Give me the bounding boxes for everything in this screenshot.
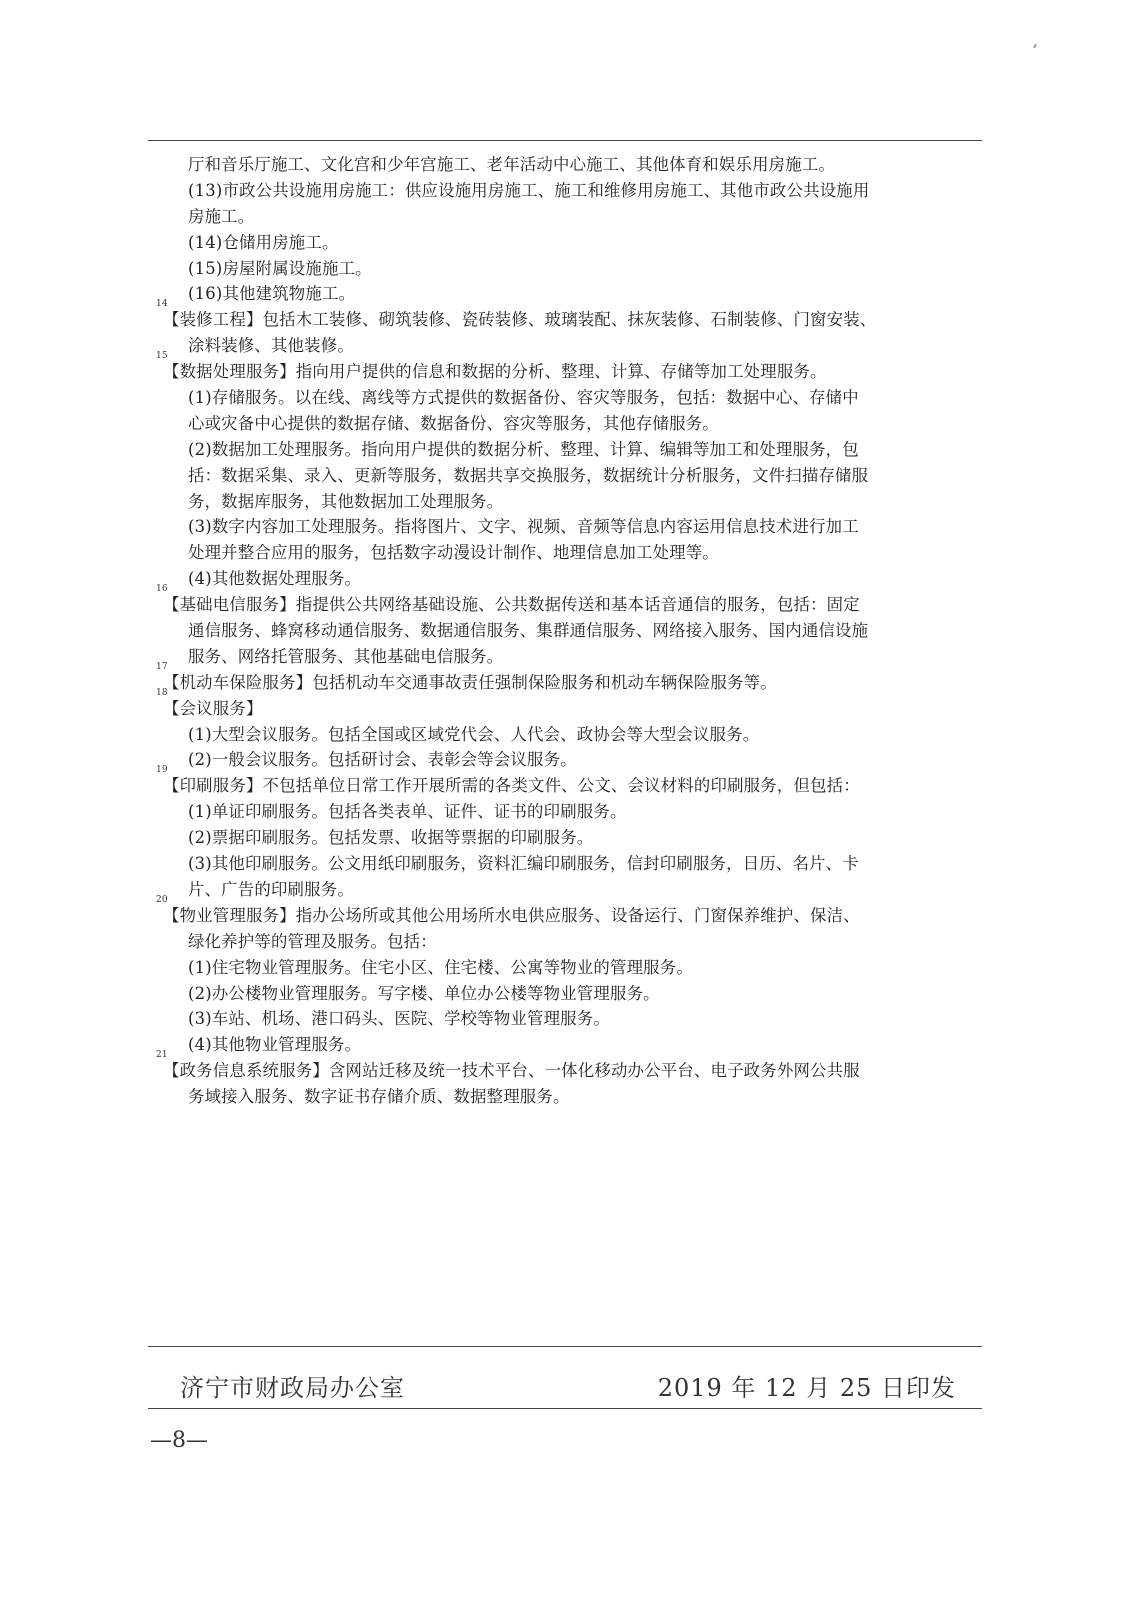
text-line <box>148 1032 982 1061</box>
line-text: (2)票据印刷服务。包括发票、收据等票据的印刷服务。 <box>188 828 594 848</box>
line-text: (2)办公楼物业管理服务。写字楼、单位办公楼等物业管理服务。 <box>188 983 660 1003</box>
footnote-entry-line <box>148 661 982 696</box>
text-line <box>148 411 982 437</box>
footnote-marker: 17 <box>156 661 168 672</box>
text-line <box>148 929 982 955</box>
footnote-marker: 18 <box>156 687 168 698</box>
text-line <box>148 722 982 748</box>
line-text: 【机动车保险服务】包括机动车交通事故责任强制保险服务和机动车辆保险服务等。 <box>163 672 777 692</box>
issuing-office: 济宁市财政局办公室 <box>180 1374 405 1402</box>
text-line <box>148 851 982 877</box>
line-text: 【政务信息系统服务】含网站迁移及统一技术平台、一体化移动办公平台、电子政务外网公共服 <box>163 1061 860 1081</box>
issue-date: 2019 年 12 月 25 日印发 <box>657 1374 956 1402</box>
text-line <box>148 514 982 540</box>
line-text: 绿化养护等的管理及服务。包括： <box>188 931 437 951</box>
text-line <box>148 152 982 178</box>
line-text: 括：数据采集、录入、更新等服务，数据共享交换服务，数据统计分析服务，文件扫描存储服 <box>188 465 869 485</box>
scan-speck <box>1033 44 1037 48</box>
line-text: (1)住宅物业管理服务。住宅小区、住宅楼、公寓等物业的管理服务。 <box>188 957 693 977</box>
text-line <box>148 333 982 362</box>
line-text: 【物业管理服务】指办公场所或其他公用场所水电供应服务、设备运行、门窗保养维护、保洁、 <box>163 905 860 925</box>
text-line <box>148 1006 982 1032</box>
text-line <box>148 644 982 670</box>
line-text: 处理并整合应用的服务，包括数字动漫设计制作、地理信息加工处理等。 <box>188 543 719 563</box>
footnote-entry-line <box>148 351 982 385</box>
line-text: 厅和音乐厅施工、文化宫和少年宫施工、老年活动中心施工、其他体育和娱乐用房施工。 <box>188 155 836 174</box>
line-text: (4)其他数据处理服务。 <box>188 569 362 589</box>
text-line <box>148 877 982 903</box>
footnote-marker: 19 <box>156 765 168 776</box>
footnote-marker: 20 <box>156 894 168 905</box>
footnote-marker: 14 <box>156 299 168 310</box>
footer-rule-top <box>148 1346 982 1347</box>
text-line <box>148 463 982 489</box>
line-text: 房施工。 <box>188 206 255 226</box>
line-text: (3)数字内容加工处理服务。指将图片、文字、视频、音频等信息内容运用信息技术进行加工 <box>188 517 859 537</box>
line-text: (3)车站、机场、港口码头、医院、学校等物业管理服务。 <box>188 1009 610 1029</box>
line-text: (1)存储服务。以在线、离线等方式提供的数据备份、容灾等服务，包括：数据中心、存储中 <box>188 388 859 408</box>
line-text: 务域接入服务、数字证书存储介质、数据整理服务。 <box>188 1087 570 1107</box>
line-text: (13)市政公共设施用房施工：供应设施用房施工、施工和维修用房施工、其他市政公共设施用 <box>188 180 870 200</box>
line-text: 【装修工程】包括木工装修、砌筑装修、瓷砖装修、玻璃装配、抹灰装修、石制装修、门窗安装、 <box>163 310 877 330</box>
line-text: 【数据处理服务】指向用户提供的信息和数据的分析、整理、计算、存储等加工处理服务。 <box>163 362 827 382</box>
text-line <box>148 799 982 825</box>
line-text: 【会议服务】 <box>163 698 263 718</box>
text-line <box>148 178 982 204</box>
footnote-entry-line <box>148 1050 982 1084</box>
line-text: 片、广告的印刷服务。 <box>188 879 354 899</box>
line-text: 【基础电信服务】指提供公共网络基础设施、公共数据传送和基本话音通信的服务，包括：固定 <box>163 595 860 615</box>
line-text: (2)数据加工处理服务。指向用户提供的数据分析、整理、计算、编辑等加工和处理服务，包 <box>188 439 859 459</box>
line-text: 心或灾备中心提供的数据存储、数据备份、容灾等服务，其他存储服务。 <box>188 413 719 433</box>
text-line <box>148 204 982 230</box>
text-line <box>148 281 982 310</box>
text-line <box>148 256 982 282</box>
text-line <box>148 437 982 463</box>
line-text: (16)其他建筑物施工。 <box>188 284 356 304</box>
footnote-entry-line <box>148 765 982 799</box>
text-line <box>148 385 982 411</box>
line-text: 通信服务、蜂窝移动通信服务、数据通信服务、集群通信服务、网络接入服务、国内通信设施 <box>188 621 869 641</box>
text-line <box>148 981 982 1007</box>
line-text: (14)仓储用房施工。 <box>188 232 339 252</box>
text-line <box>148 1084 982 1110</box>
text-line <box>148 618 982 644</box>
text-line <box>148 540 982 566</box>
line-text: 涂料装修、其他装修。 <box>188 336 354 356</box>
text-line <box>148 566 982 595</box>
text-line <box>148 747 982 776</box>
header-rule <box>148 140 982 141</box>
text-line <box>148 955 982 981</box>
line-text: (15)房屋附属设施施工。 <box>188 258 372 278</box>
line-text: 服务、网络托管服务、其他基础电信服务。 <box>188 646 504 666</box>
text-line <box>148 489 982 515</box>
footnote-entry-line <box>148 894 982 929</box>
body-text <box>148 152 982 1110</box>
line-text: (1)大型会议服务。包括全国或区域党代会、人代会、政协会等大型会议服务。 <box>188 724 760 744</box>
line-text: 【印刷服务】不包括单位日常工作开展所需的各类文件、公文、会议材料的印刷服务，但包括： <box>163 776 860 796</box>
text-line <box>148 230 982 256</box>
line-text: 务，数据库服务，其他数据加工处理服务。 <box>188 491 504 511</box>
footnote-marker: 16 <box>156 584 168 595</box>
line-text: (2)一般会议服务。包括研讨会、表彰会等会议服务。 <box>188 750 577 770</box>
footnote-marker: 21 <box>156 1050 168 1061</box>
footer-rule-bottom <box>148 1408 982 1409</box>
footnote-entry-line <box>148 687 982 722</box>
line-text: (3)其他印刷服务。公文用纸印刷服务，资料汇编印刷服务，信封印刷服务，日历、名片、卡 <box>188 854 859 874</box>
page-number: —8— <box>150 1428 208 1453</box>
text-line <box>148 825 982 851</box>
footnote-entry-line <box>148 299 982 333</box>
footnote-marker: 15 <box>156 351 168 362</box>
footnote-entry-line <box>148 584 982 618</box>
line-text: (1)单证印刷服务。包括各类表单、证件、证书的印刷服务。 <box>188 802 627 822</box>
line-text: (4)其他物业管理服务。 <box>188 1035 362 1055</box>
